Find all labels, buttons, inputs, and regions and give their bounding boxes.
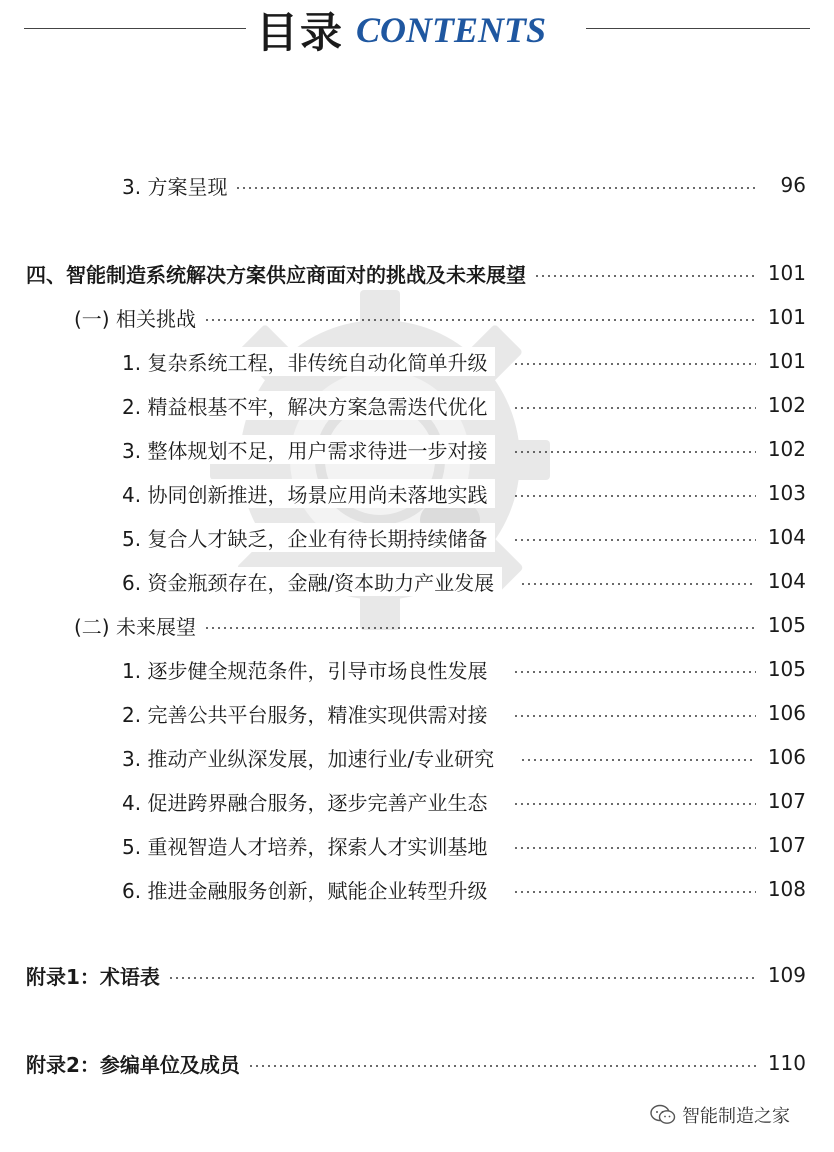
page-title [256, 2, 546, 58]
toc-entry-label: 3. 方案呈现 [122, 171, 235, 200]
toc-leader-dots [248, 1065, 756, 1067]
toc-entry-label: 2. 完善公共平台服务，精准实现供需对接 [122, 699, 495, 728]
toc-entry-page: 102 [756, 393, 806, 417]
toc-leader-dots [520, 759, 756, 761]
toc-entry [0, 742, 834, 772]
toc-leader-dots [513, 891, 756, 893]
toc-entry [0, 566, 834, 596]
toc-entry [0, 786, 834, 816]
toc-entry-page: 101 [756, 305, 806, 329]
toc-leader-dots [513, 715, 756, 717]
header-rule-left [24, 28, 246, 29]
toc-entry-page: 96 [756, 173, 806, 197]
toc-entry [0, 654, 834, 684]
toc-entry-label: 四、智能制造系统解决方案供应商面对的挑战及未来展望 [26, 259, 534, 288]
toc-entry-page: 105 [756, 613, 806, 637]
toc-entry [0, 258, 834, 288]
footer-watermark [650, 1100, 790, 1130]
toc-entry [0, 346, 834, 376]
toc-entry-label: (二) 未来展望 [74, 611, 204, 640]
toc-leader-dots [168, 977, 756, 979]
toc-entry [0, 170, 834, 200]
toc-entry-label: 3. 整体规划不足，用户需求待进一步对接 [122, 435, 495, 464]
toc-entry-label: 5. 复合人才缺乏，企业有待长期持续储备 [122, 523, 495, 552]
toc-entry-label: 6. 资金瓶颈存在，金融/资本助力产业发展 [122, 567, 502, 596]
header-rule-right [586, 28, 810, 29]
toc-entry [0, 434, 834, 464]
title-chinese: 目录 [256, 8, 345, 57]
toc-entry-label: (一) 相关挑战 [74, 303, 204, 332]
toc-entry-page: 110 [756, 1051, 806, 1075]
toc-entry-page: 101 [756, 261, 806, 285]
toc-entry-label: 附录2：参编单位及成员 [26, 1049, 248, 1078]
toc-entry-page: 105 [756, 657, 806, 681]
toc-leader-dots [513, 803, 756, 805]
toc-entry-page: 104 [756, 569, 806, 593]
toc-entry-page: 106 [756, 745, 806, 769]
toc-entry-label: 5. 重视智造人才培养，探索人才实训基地 [122, 831, 495, 860]
footer-watermark-text: 智能制造之家 [682, 1106, 790, 1127]
toc-leader-dots [513, 539, 756, 541]
toc-entry [0, 1048, 834, 1078]
toc-leader-dots [534, 275, 756, 277]
toc-entry [0, 960, 834, 990]
toc-entry-page: 106 [756, 701, 806, 725]
toc-entry-page: 107 [756, 833, 806, 857]
wechat-icon [650, 1104, 676, 1126]
toc-entry [0, 522, 834, 552]
toc-entry-label: 1. 复杂系统工程，非传统自动化简单升级 [122, 347, 495, 376]
toc-entry [0, 478, 834, 508]
toc-entry-label: 2. 精益根基不牢，解决方案急需迭代优化 [122, 391, 495, 420]
toc-entry-label: 1. 逐步健全规范条件，引导市场良性发展 [122, 655, 495, 684]
toc-leader-dots [513, 407, 756, 409]
toc-entry-page: 103 [756, 481, 806, 505]
toc-entry-label: 附录1：术语表 [26, 961, 168, 990]
toc-entry-page: 102 [756, 437, 806, 461]
toc-entry [0, 390, 834, 420]
toc-entry [0, 874, 834, 904]
toc-leader-dots [513, 451, 756, 453]
toc-leader-dots [204, 319, 756, 321]
toc-entry-page: 108 [756, 877, 806, 901]
toc-entry-page: 107 [756, 789, 806, 813]
toc-leader-dots [513, 671, 756, 673]
toc-entry-label: 3. 推动产业纵深发展，加速行业/专业研究 [122, 743, 502, 772]
title-english: CONTENTS [356, 10, 547, 50]
toc-leader-dots [513, 847, 756, 849]
toc-entry-page: 104 [756, 525, 806, 549]
toc-entry [0, 610, 834, 640]
toc-entry-page: 101 [756, 349, 806, 373]
toc-entry [0, 698, 834, 728]
toc-entry-label: 4. 协同创新推进，场景应用尚未落地实践 [122, 479, 495, 508]
toc-entry-page: 109 [756, 963, 806, 987]
toc-entry [0, 830, 834, 860]
toc-leader-dots [520, 583, 756, 585]
toc-leader-dots [204, 627, 756, 629]
toc-leader-dots [513, 495, 756, 497]
toc-entry-label: 6. 推进金融服务创新，赋能企业转型升级 [122, 875, 495, 904]
toc-leader-dots [513, 363, 756, 365]
toc-entry [0, 302, 834, 332]
toc-leader-dots [235, 187, 756, 189]
toc-entry-label: 4. 促进跨界融合服务，逐步完善产业生态 [122, 787, 495, 816]
